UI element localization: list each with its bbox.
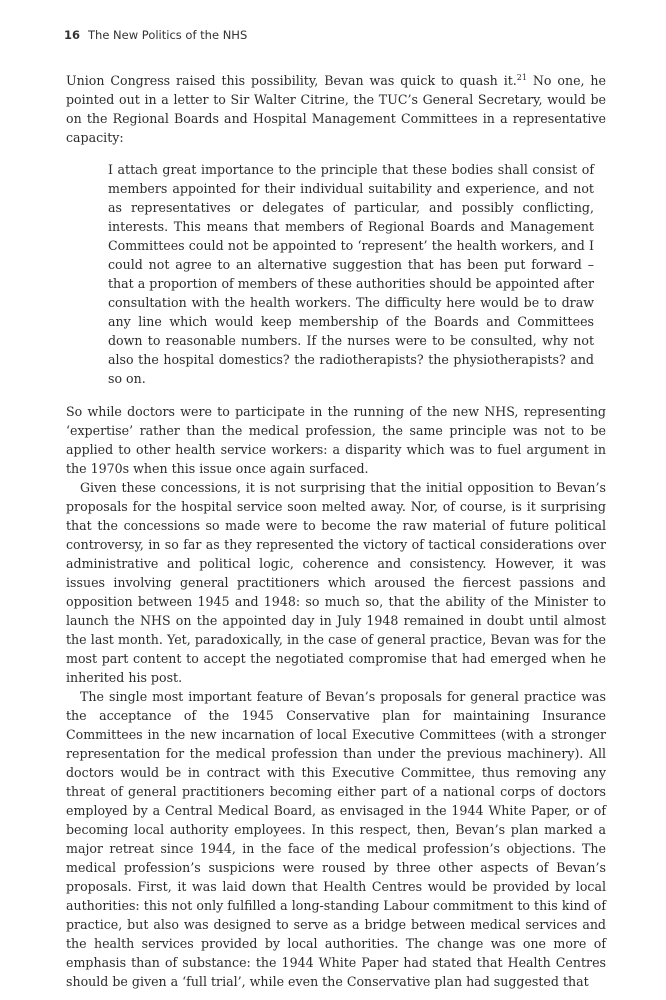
running-title: The New Politics of the NHS: [88, 28, 248, 42]
paragraph-3: Given these concessions, it is not surprising that the initial opposition to Bevan’s proposals for the hospital service soon melted away. Nor, of course, is it surprising that the concessions so made were to become the raw material of future political controversy, in so far as they represented the victory of tactical considerations over administrative and political logic, coherence and consistency. However, it was issues involving general practitioners which aroused the fiercest passions and opposition between 1945 and 1948: so much so, that the ability of the Minister to launch the NHS on the appointed day in July 1948 remained in doubt until almost the last month. Yet, paradoxically, in the case of general practice, Bevan was for the most part content to accept the negotiated compromise that had emerged when he inherited his post.: [66, 480, 606, 685]
paragraph-1-text-a: Union Congress raised this possibility, Bevan was quick to quash it.: [66, 73, 517, 88]
paragraph-2: So while doctors were to participate in the running of the new NHS, representing ‘expertise’ rather than the medical profession, the same principle was not to be applied to other health service workers: a disparity which was to fuel argument in the 1970s when this issue once again surfaced.: [66, 404, 606, 476]
page-body: [66, 71, 606, 991]
paragraph-1: [66, 71, 606, 147]
paragraph-1-text-b: No one, he pointed out in a letter to Sir Walter Citrine, the TUC’s General Secretary, would be on the Regional Boards and Hospital Management Committees in a representative capacity:: [66, 73, 606, 145]
running-head: [64, 28, 604, 42]
paragraph-4: The single most important feature of Bevan’s proposals for general practice was the acceptance of the 1945 Conservative plan for maintaining Insurance Committees in the new incarnation of local Executive Committees (with a stronger representation for the medical profession than under the previous machinery). All doctors would be in contract with this Executive Committee, thus removing any threat of general practitioners becoming either part of a national corps of doctors employed by a Central Medical Board, as envisaged in the 1944 White Paper, or of becoming local authority employees. In this respect, then, Bevan’s plan marked a major retreat since 1944, in the face of the medical profession’s objections. The medical profession’s suspicions were roused by three other aspects of Bevan’s proposals. First, it was laid down that Health Centres would be provided by local authorities: this not only fulfilled a long-standing Labour commitment to this kind of practice, but also was designed to serve as a bridge between medical services and the health services provided by local authorities. The change was one more of emphasis than of substance: the 1944 White Paper had stated that Health Centres should be given a ‘full trial’, while even the Conservative plan had suggested that: [66, 689, 606, 989]
footnote-ref-21: 21: [516, 72, 527, 82]
page-number: 16: [64, 28, 81, 42]
block-quote: I attach great importance to the principle that these bodies shall consist of members appointed for their individual suitability and experience, and not as representatives or delegates of particular, and possibly conflicting, interests. This means that members of Regional Boards and Management Committees could not be appointed to ‘represent’ the health workers, and I could not agree to an alternative suggestion that has been put forward – that a proportion of members of these authorities should be appointed after consultation with the health workers. The difficulty here would be to draw any line which would keep membership of the Boards and Committees down to reasonable numbers. If the nurses were to be consulted, why not also the hospital domestics? the radiotherapists? the physiotherapists? and so on.: [108, 162, 594, 386]
